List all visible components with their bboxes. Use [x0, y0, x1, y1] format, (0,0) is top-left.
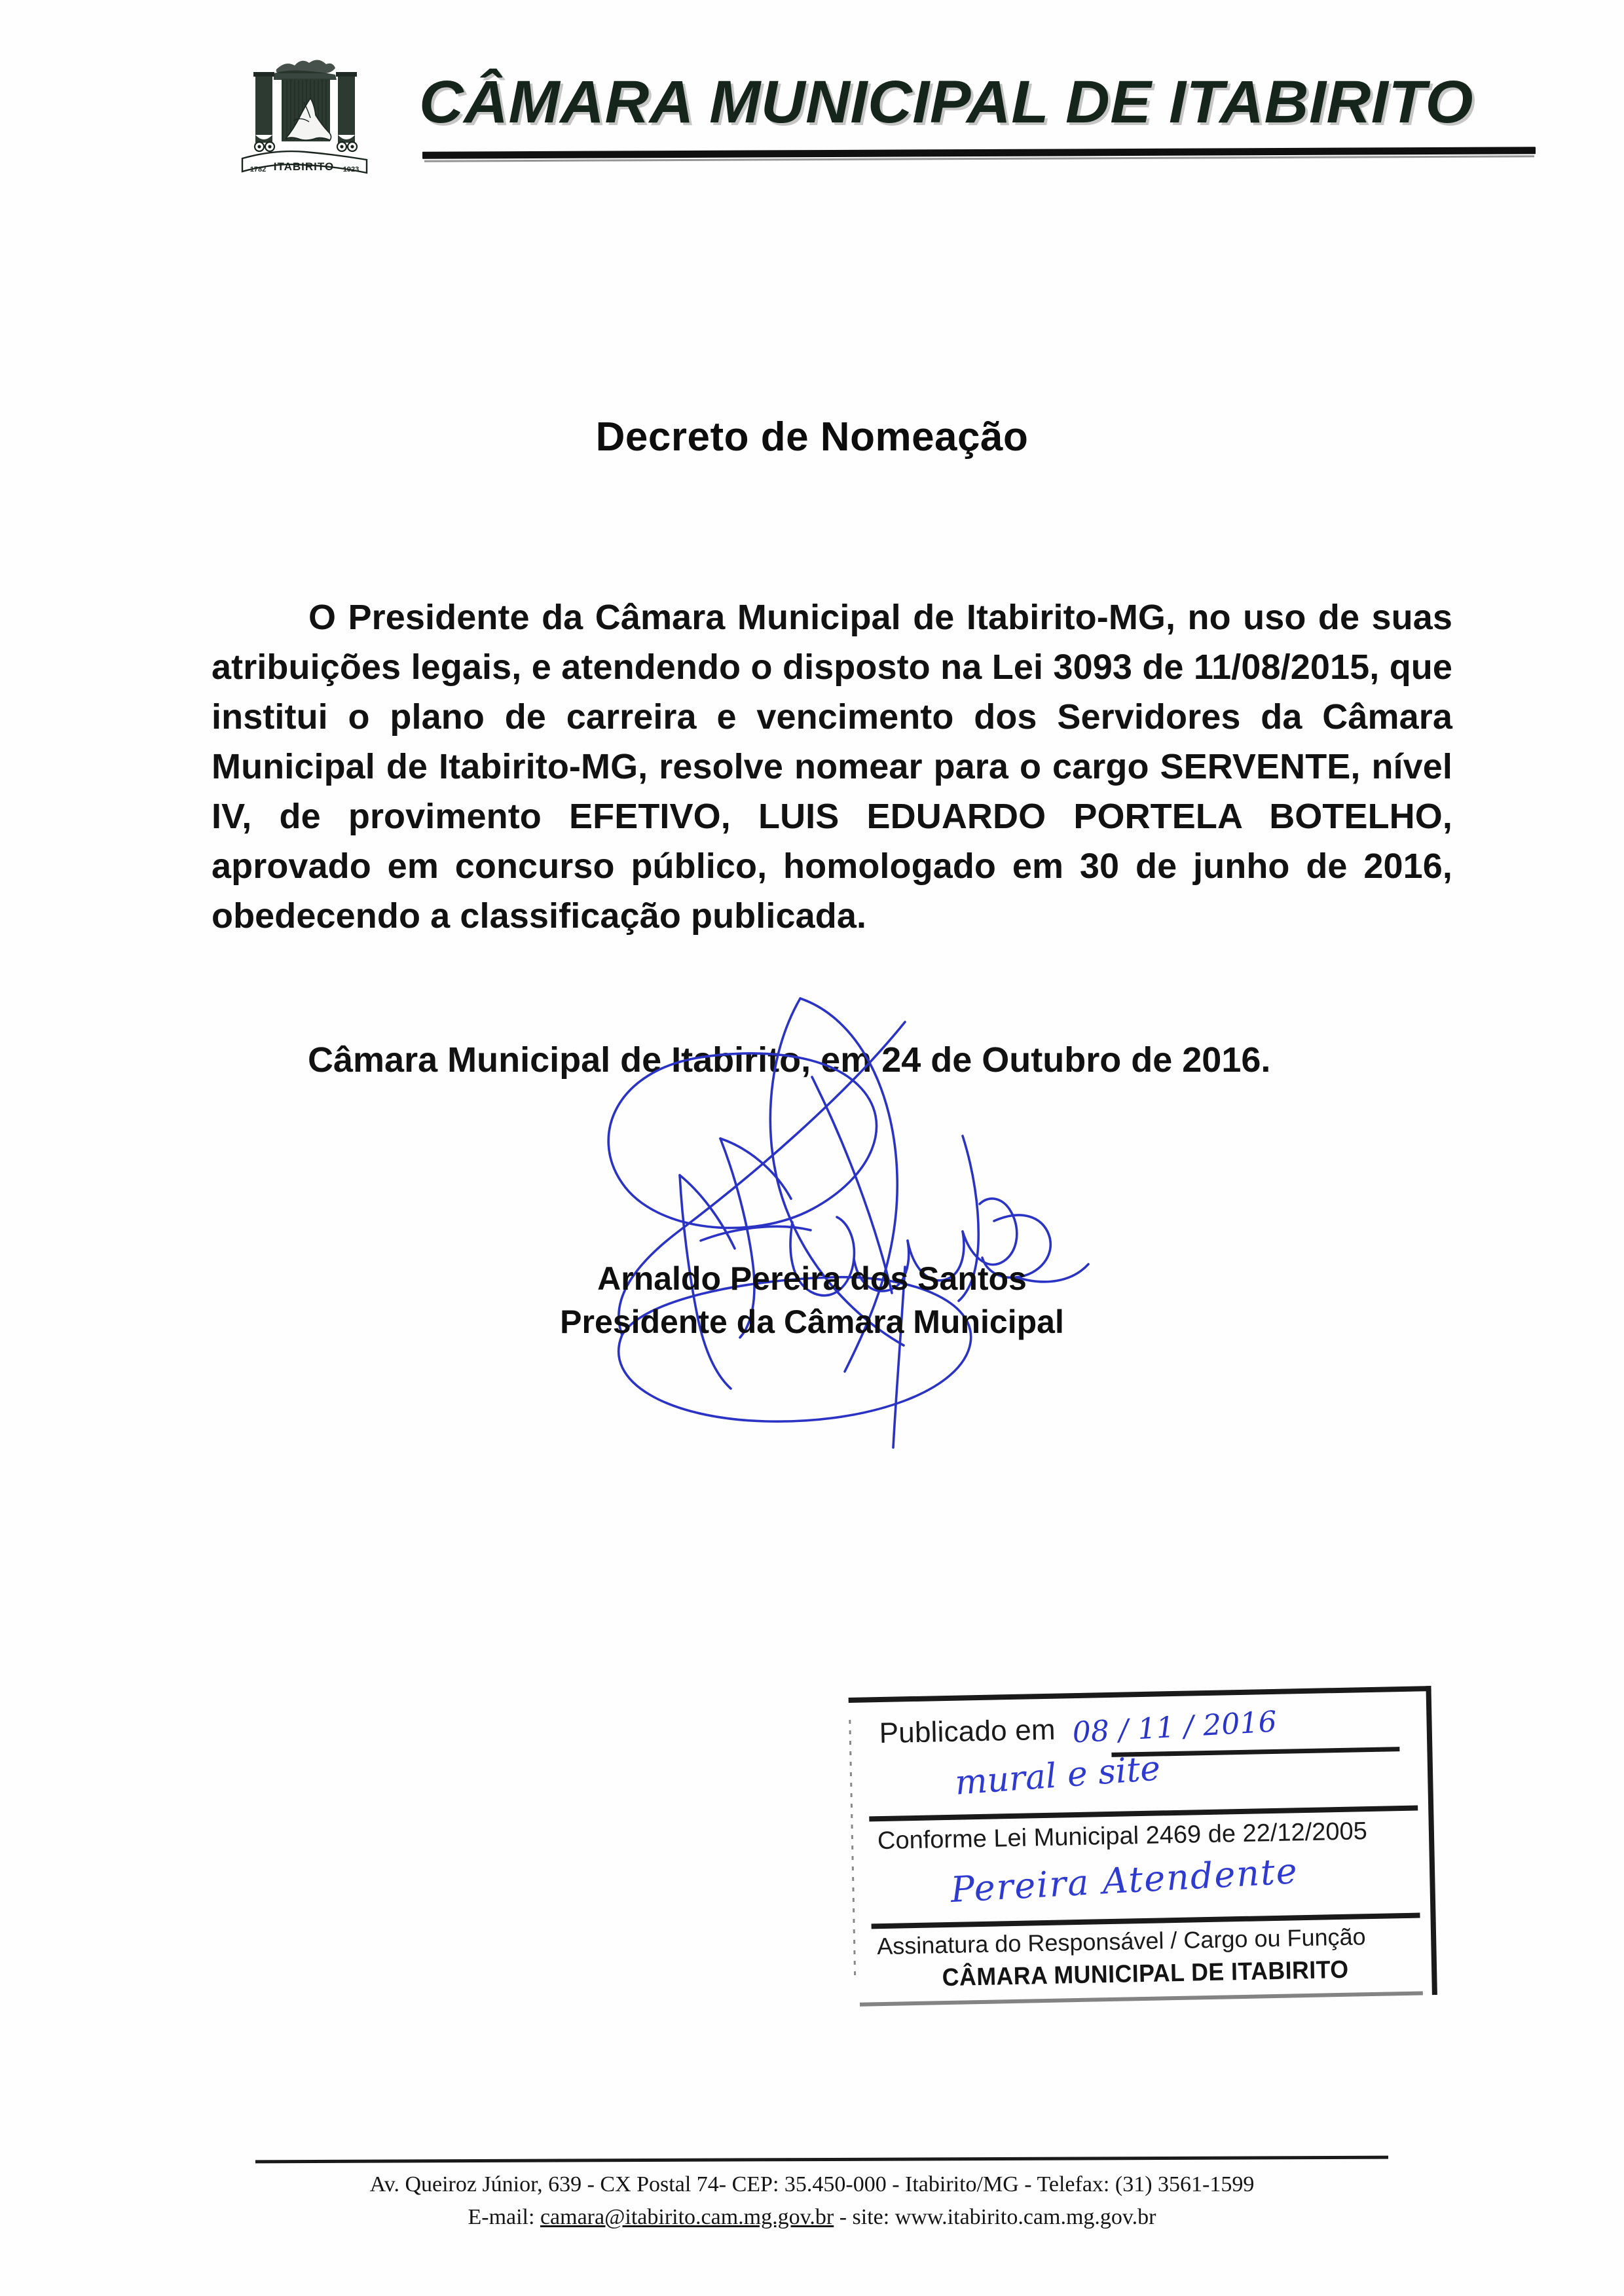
footer-email-link[interactable]: camara@itabirito.cam.mg.gov.br	[540, 2205, 834, 2229]
header-title-wrap	[419, 69, 1532, 136]
footer-email-label: E-mail:	[468, 2205, 535, 2229]
stamp-published-label: Publicado em	[879, 1713, 1056, 1750]
stamp-medium-handwritten: mural e site	[953, 1749, 1162, 1803]
stamp-responsible-signature-handwritten: Pereira Atendente	[949, 1850, 1300, 1911]
page-title: Decreto de Nomeação	[595, 414, 1029, 460]
svg-text:1923: 1923	[342, 166, 360, 173]
stamp-published-row	[849, 1705, 1462, 1751]
stamp-law-reference: Conforme Lei Municipal 2469 de 22/12/2005	[877, 1817, 1368, 1855]
footer-divider	[255, 2156, 1388, 2164]
publication-stamp	[848, 1669, 1437, 2007]
place-and-date: Câmara Municipal de Itabirito, em 24 de Outubro de 2016.	[308, 1040, 1271, 1080]
signature-name-block	[0, 1257, 1624, 1343]
document-footer	[0, 2168, 1624, 2234]
decree-body-paragraph	[212, 592, 1452, 941]
coat-of-arms-icon	[236, 47, 373, 188]
institution-title: CÂMARA MUNICIPAL DE ITABIRITO	[419, 69, 1474, 136]
decree-body-text: O Presidente da Câmara Municipal de Itabirito-MG, no uso de suas atribuições legais, e atendendo o disposto na Lei 3093 de 11/08/2015, que institui o plano de carreira e vencimento dos Servidores da Câmara Municipal de Itabirito-MG, resolve nomear para o cargo SERVENTE, nível IV, de provimento EFETIVO, LUIS EDUARDO PORTELA BOTELHO, aprovado em concurso público, homologado em 30 de junho de 2016, obedecendo a classificação publicada.	[212, 598, 1452, 936]
stamp-published-date-handwritten: 08 / 11 / 2016	[1071, 1705, 1278, 1750]
svg-text:1782: 1782	[249, 166, 267, 173]
document-header	[0, 0, 1624, 196]
signatory-name: Arnaldo Pereira dos Santos	[597, 1260, 1027, 1297]
stamp-entity-name: CÂMARA MUNICIPAL DE ITABIRITO	[942, 1956, 1349, 1992]
stamp-border-bottom	[860, 1991, 1423, 2006]
footer-contact-line	[0, 2201, 1624, 2234]
footer-address-line: Av. Queiroz Júnior, 639 - CX Postal 74- CEP: 35.450-000 - Itabirito/MG - Telefax: (31) 3561-1599	[369, 2172, 1255, 2196]
svg-text:ITABIRITO: ITABIRITO	[273, 160, 335, 173]
stamp-border-top	[849, 1686, 1431, 1703]
stamp-responsible-label: Assinatura do Responsável / Cargo ou Função	[876, 1923, 1366, 1960]
signatory-role: Presidente da Câmara Municipal	[560, 1303, 1064, 1340]
footer-site-text: - site: www.itabirito.cam.mg.gov.br	[839, 2205, 1156, 2229]
